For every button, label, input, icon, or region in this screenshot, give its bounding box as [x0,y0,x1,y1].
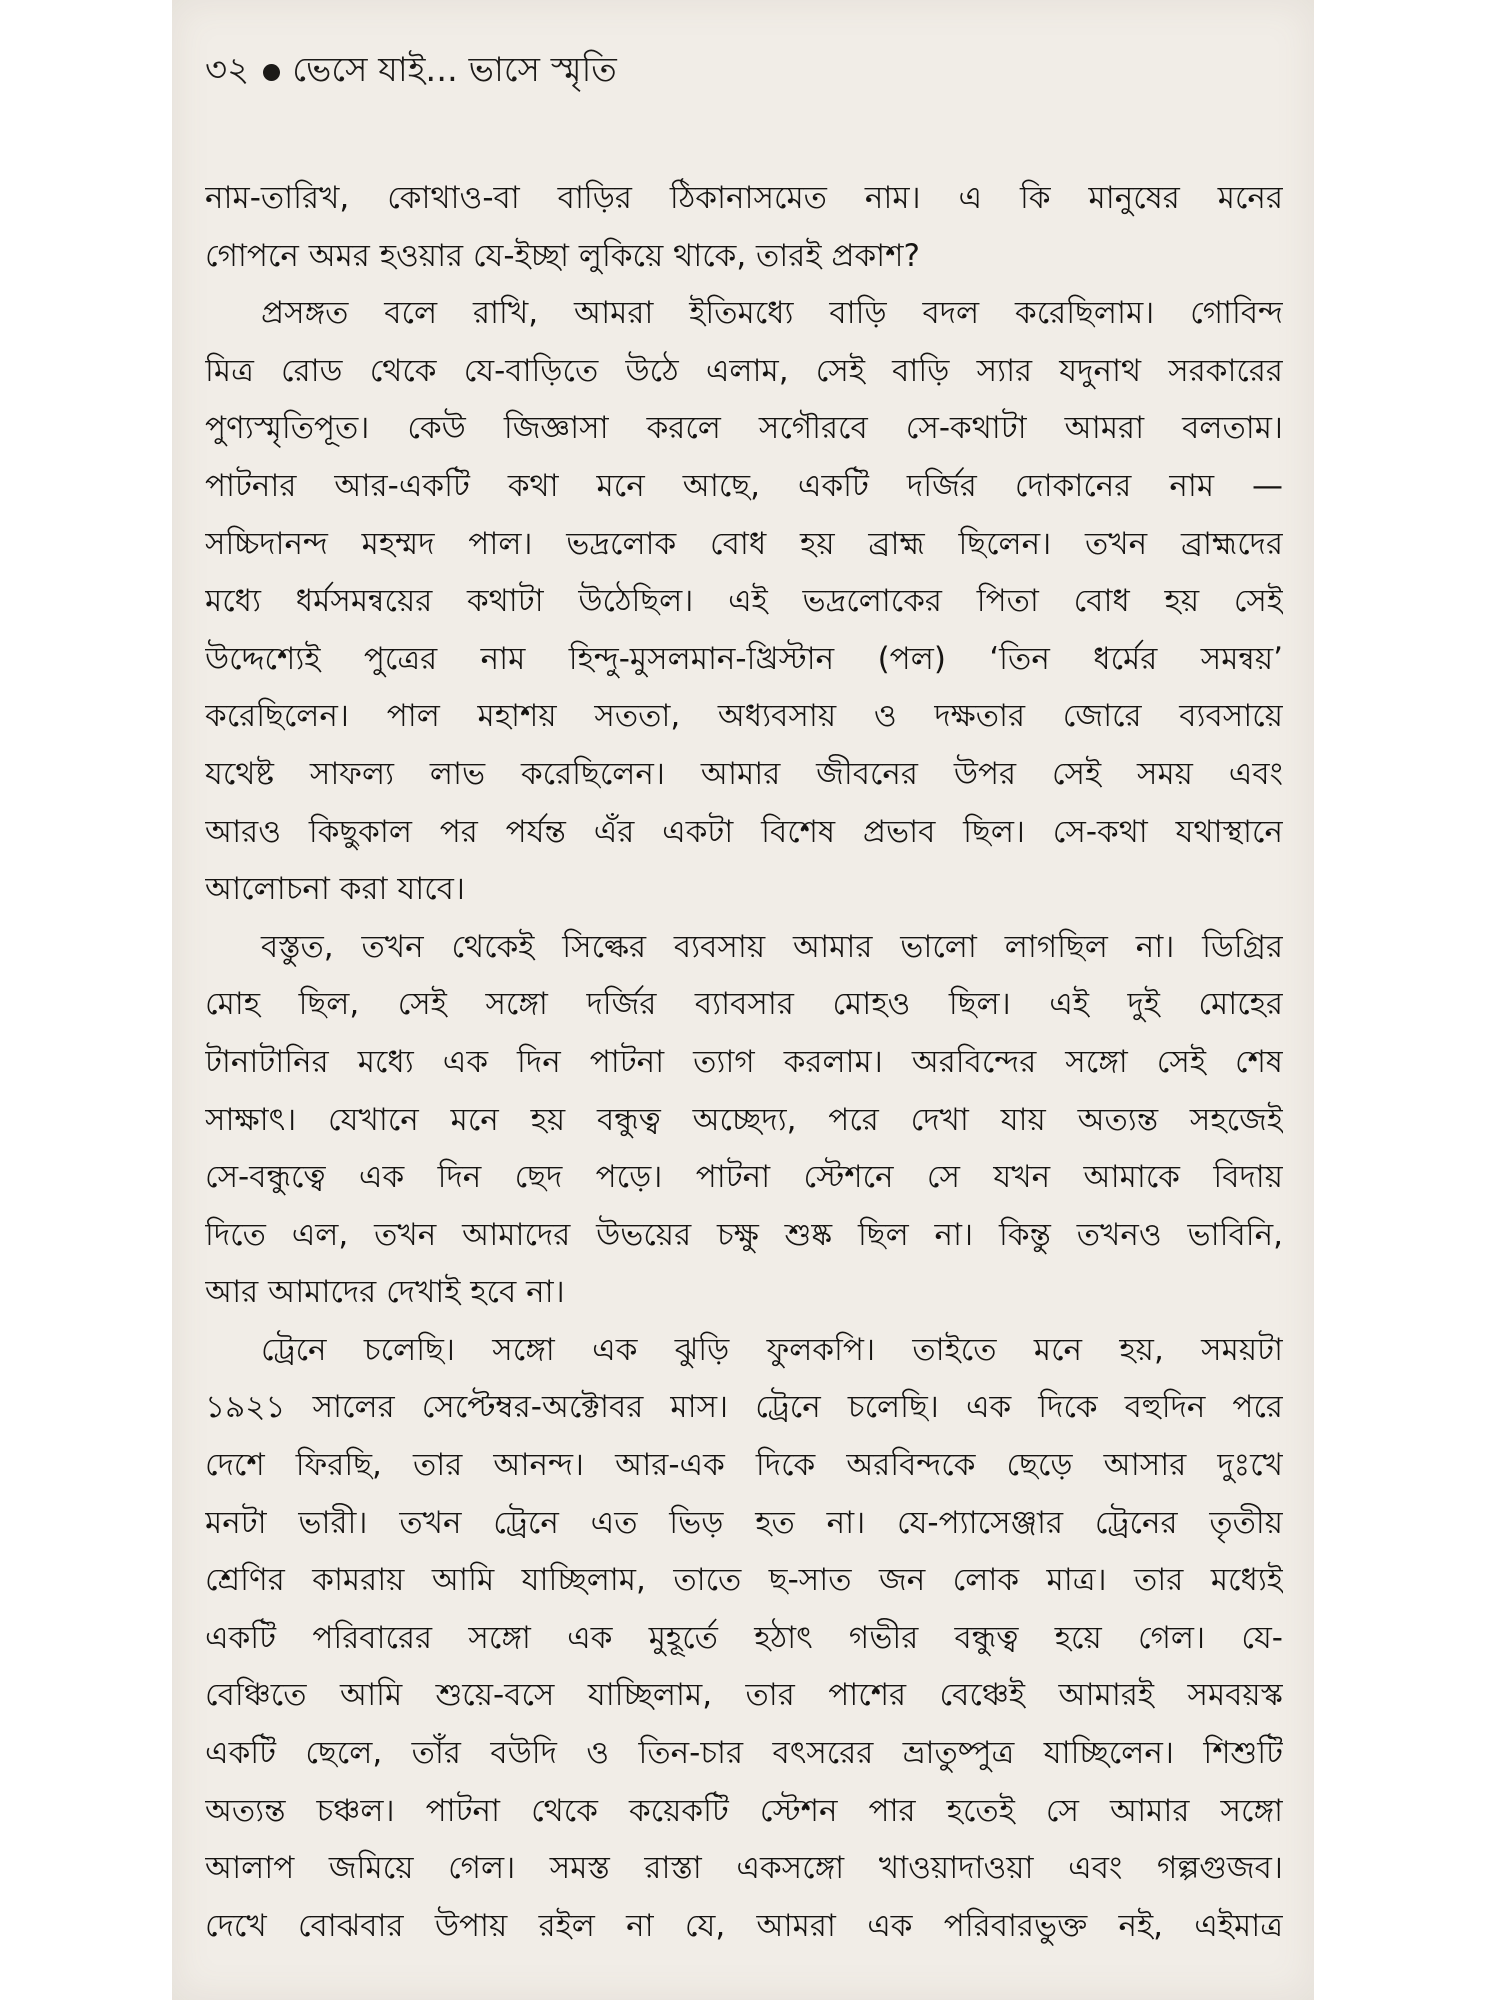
text-line: বস্তুত, তখন থেকেই সিল্কের ব্যবসায় আমার ভালো লাগছিল না। ডিগ্রির [261,928,1283,965]
text-line: আলোচনা করা যাবে। [205,871,466,908]
bullet-icon [263,64,280,81]
text-line: একটি ছেলে, তাঁর বউদি ও তিন-চার বৎসরের ভ্রাতুষ্পুত্র যাচ্ছিলেন। শিশুটি [205,1735,1283,1772]
text-line: দিতে এল, তখন আমাদের উভয়ের চক্ষু শুষ্ক ছিল না। কিন্তু তখনও ভাবিনি, [205,1216,1283,1253]
text-line: প্রসঙ্গত বলে রাখি, আমরা ইতিমধ্যে বাড়ি বদল করেছিলাম। গোবিন্দ [261,295,1283,332]
running-title: ভেসে যাই... ভাসে স্মৃতি [292,49,617,90]
text-line: দেখে বোঝবার উপায় রইল না যে, আমরা এক পরিবারভুক্ত নই, এইমাত্র [205,1907,1283,1944]
text-line: যথেষ্ট সাফল্য লাভ করেছিলেন। আমার জীবনের উপর সেই সময় এবং [205,755,1283,792]
text-line: আলাপ জমিয়ে গেল। সমস্ত রাস্তা একসঙ্গো খাওয়াদাওয়া এবং গল্পগুজব। [205,1850,1283,1887]
text-line: সে-বন্ধুত্বে এক দিন ছেদ পড়ে। পাটনা স্টেশনে সে যখন আমাকে বিদায় [205,1159,1283,1196]
text-line: করেছিলেন। পাল মহাশয় সততা, অধ্যবসায় ও দক্ষতার জোরে ব্যবসায়ে [205,698,1283,735]
text-line: গোপনে অমর হওয়ার যে-ইচ্ছা লুকিয়ে থাকে, তারই প্রকাশ? [205,237,920,274]
text-line: মনটা ভারী। তখন ট্রেনে এত ভিড় হত না। যে-প্যাসেঞ্জার ট্রেনের তৃতীয় [205,1504,1283,1541]
text-line: পুণ্যস্মৃতিপূত। কেউ জিজ্ঞাসা করলে সগৌরবে সে-কথাটা আমরা বলতাম। [205,410,1283,447]
text-line: অত্যন্ত চঞ্চল। পাটনা থেকে কয়েকটি স্টেশন পার হতেই সে আমার সঙ্গো [205,1792,1283,1829]
text-line: একটি পরিবারের সঙ্গো এক মুহূর্তে হঠাৎ গভীর বন্ধুত্ব হয়ে গেল। যে- [205,1619,1283,1656]
text-line: আরও কিছুকাল পর পর্যন্ত এঁর একটা বিশেষ প্রভাব ছিল। সে-কথা যথাস্থানে [205,813,1283,850]
running-head [205,42,617,102]
text-line: আর আমাদের দেখাই হবে না। [205,1274,565,1311]
text-line: দেশে ফিরছি, তার আনন্দ। আর-এক দিকে অরবিন্দকে ছেড়ে আসার দুঃখে [205,1447,1283,1484]
text-line: টানাটানির মধ্যে এক দিন পাটনা ত্যাগ করলাম। অরবিন্দের সঙ্গো সেই শেষ [205,1043,1283,1080]
text-line: মিত্র রোড থেকে যে-বাড়িতে উঠে এলাম, সেই বাড়ি স্যার যদুনাথ সরকারের [205,352,1283,389]
text-line: উদ্দেশ্যেই পুত্রের নাম হিন্দু-মুসলমান-খ্রিস্টান (পল) ‘তিন ধর্মের সমন্বয়’ [205,640,1283,677]
text-line: মোহ ছিল, সেই সঙ্গো দর্জির ব্যাবসার মোহও ছিল। এই দুই মোহের [205,986,1283,1023]
text-line: নাম-তারিখ, কোথাও-বা বাড়ির ঠিকানাসমেত নাম। এ কি মানুষের মনের [205,180,1283,216]
text-line: মধ্যে ধর্মসমন্বয়ের কথাটা উঠেছিল। এই ভদ্রলোকের পিতা বোধ হয় সেই [205,583,1283,620]
body-text [205,170,1283,1980]
text-line: শ্রেণির কামরায় আমি যাচ্ছিলাম, তাতে ছ-সাত জন লোক মাত্র। তার মধ্যেই [205,1562,1283,1599]
text-line: পাটনার আর-একটি কথা মনে আছে, একটি দর্জির দোকানের নাম — [205,467,1283,504]
text-line: সচ্চিদানন্দ মহম্মদ পাল। ভদ্রলোক বোধ হয় ব্রাহ্ম ছিলেন। তখন ব্রাহ্মদের [205,525,1283,562]
text-line: সাক্ষাৎ। যেখানে মনে হয় বন্ধুত্ব অচ্ছেদ্য, পরে দেখা যায় অত্যন্ত সহজেই [205,1101,1283,1138]
page-number: ৩২ [205,49,250,90]
text-line: বেঞ্চিতে আমি শুয়ে-বসে যাচ্ছিলাম, তার পাশের বেঞ্চেই আমারই সমবয়স্ক [205,1677,1283,1714]
text-line: ১৯২১ সালের সেপ্টেম্বর-অক্টোবর মাস। ট্রেনে চলেছি। এক দিকে বহুদিন পরে [205,1389,1283,1426]
text-line: ট্রেনে চলেছি। সঙ্গো এক ঝুড়ি ফুলকপি। তাইতে মনে হয়, সময়টা [261,1331,1283,1368]
